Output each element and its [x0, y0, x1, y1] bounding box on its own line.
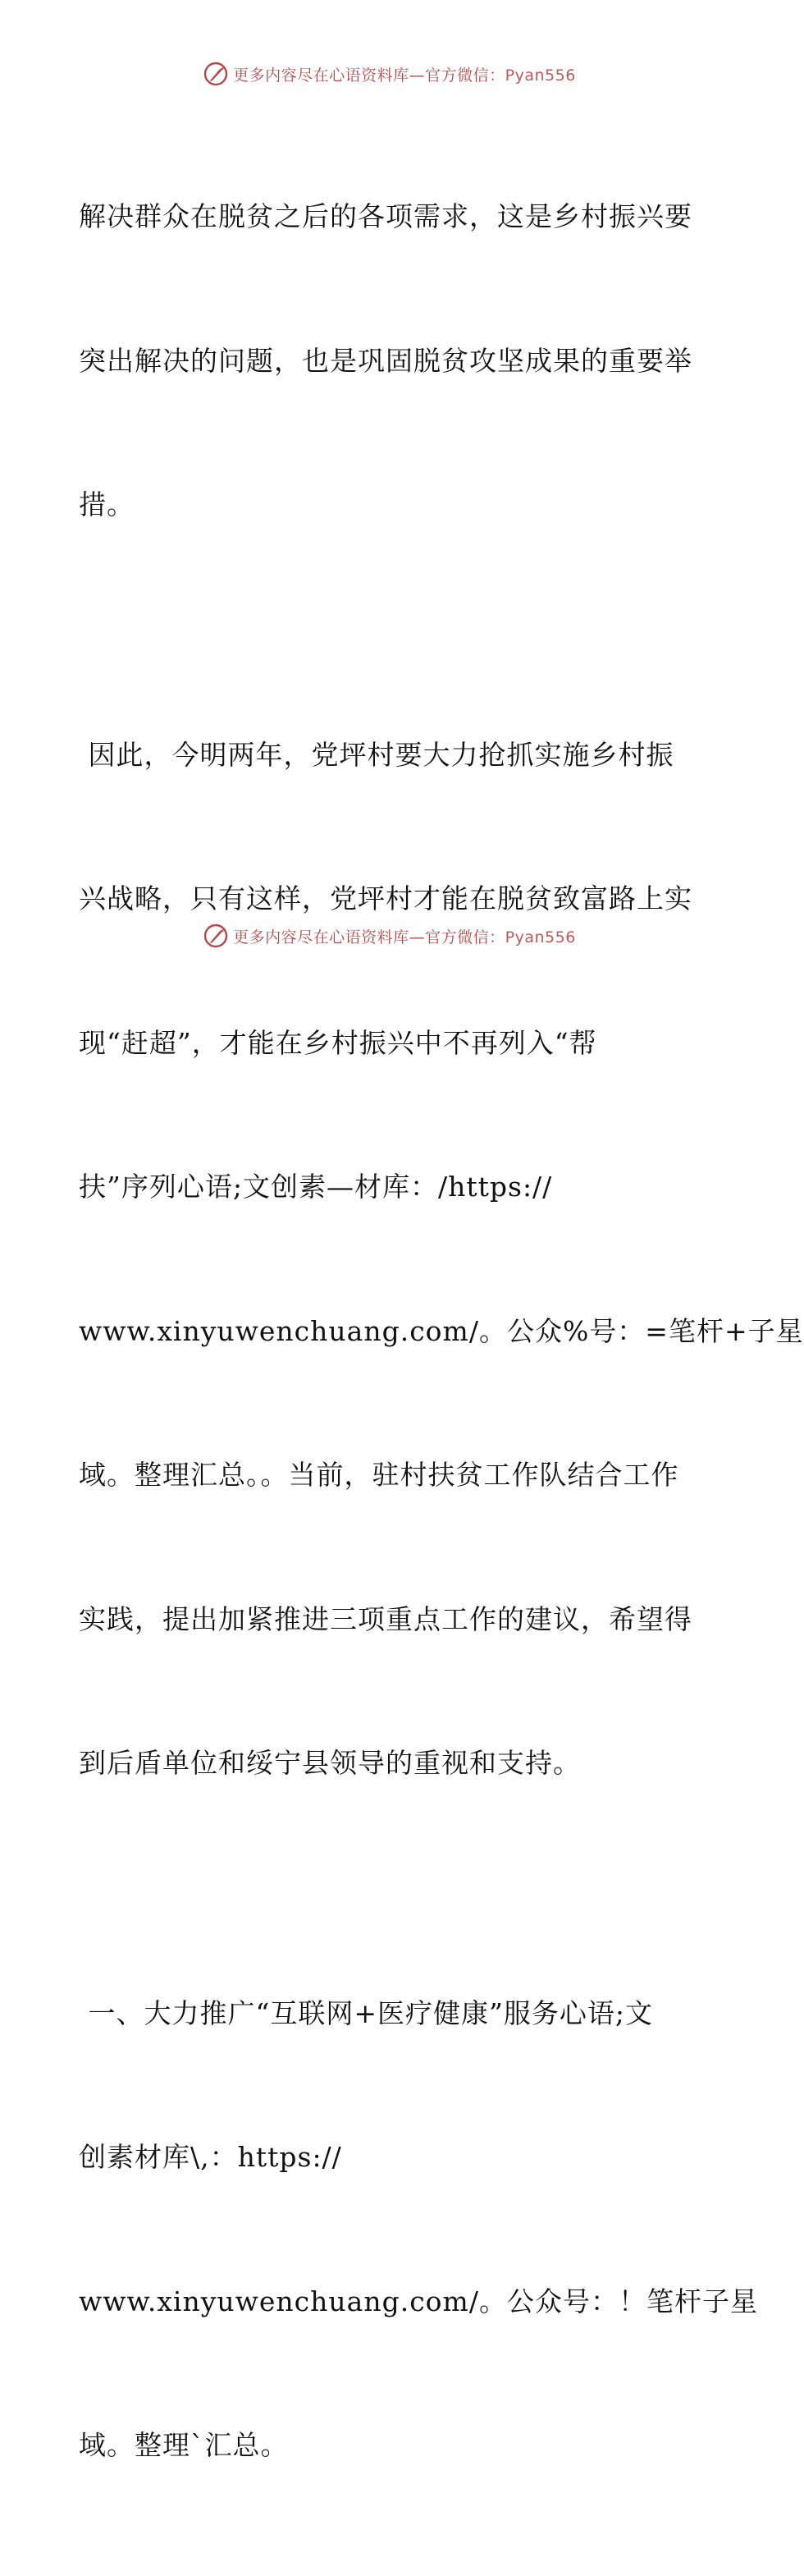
text-line: 现“赶超”，才能在乡村振兴中不再列入“帮	[79, 1026, 597, 1059]
footer-banner-id: Pyan556	[505, 928, 576, 947]
text-line: 扶”序列心语;文创素—材库：/https://	[79, 1171, 553, 1203]
text-line: www.xinyuwenchuang.com/。公众%号：=笔杆+子星	[79, 1314, 804, 1347]
feather-pen-logo-icon	[203, 924, 228, 948]
text-line: 解决群众在脱贫之后的各项需求，这是乡村振兴要	[79, 200, 692, 232]
text-line: 突出解决的问题，也是巩固脱贫攻坚成果的重要举	[79, 344, 692, 377]
text-line: 措。	[79, 488, 135, 520]
text-line: 兴战略，只有这样，党坪村才能在脱贫致富路上实	[79, 882, 692, 914]
paragraph-3	[79, 1894, 758, 2566]
footer-banner-text	[233, 925, 576, 947]
paragraph-1	[79, 97, 702, 626]
header-banner-main: 更多内容尽在心语资料库—官方微信：	[233, 66, 505, 85]
footer-banner-main: 更多内容尽在心语资料库—官方微信：	[233, 928, 505, 947]
text-line: www.xinyuwenchuang.com/。公众号：！笔杆子星	[79, 2285, 758, 2317]
text-line: 域。整理汇总。。当前，驻村扶贫工作队结合工作	[79, 1459, 679, 1491]
header-banner	[0, 57, 779, 90]
text-line: 一、大力推广“互联网+医疗健康”服务心语;文	[79, 1996, 653, 2029]
text-line: 实践，提出加紧推进三项重点工作的建议，希望得	[79, 1602, 692, 1635]
text-line: 域。整理`汇总。	[79, 2429, 289, 2461]
footer-banner	[0, 919, 779, 952]
paragraph-2	[79, 635, 804, 1884]
text-line: 到后盾单位和绥宁县领导的重视和支持。	[79, 1747, 581, 1779]
header-banner-id: Pyan556	[505, 66, 576, 85]
header-banner-text	[233, 63, 576, 85]
text-line: 因此，今明两年，党坪村要大力抢抓实施乡村振	[79, 738, 674, 771]
document-body	[79, 97, 804, 2576]
text-line: 创素材库\,：https://	[79, 2141, 342, 2173]
feather-pen-logo-icon	[203, 62, 228, 86]
